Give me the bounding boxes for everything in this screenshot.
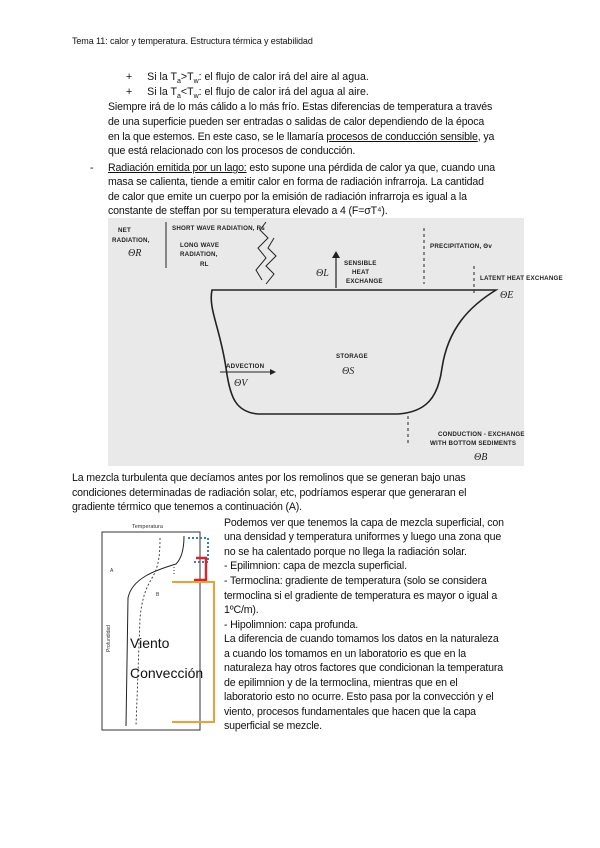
subscript-w: w bbox=[193, 93, 199, 101]
para1-line4: que está relacionado con los procesos de conducción. bbox=[108, 145, 356, 157]
precipitation-label: PRECIPITATION, Θv bbox=[430, 243, 492, 250]
bullet-text: Si la T bbox=[147, 86, 177, 98]
sensible-heat-label-3: EXCHANGE bbox=[346, 278, 383, 285]
advection-label: ADVECTION bbox=[226, 363, 265, 370]
theta-v-symbol: ΘV bbox=[234, 378, 248, 389]
conduction-label-2: WITH BOTTOM SEDIMENTS bbox=[430, 440, 517, 447]
theta-s-symbol: ΘS bbox=[342, 366, 355, 377]
conduction-label-1: CONDUCTION - EXCHANGE bbox=[438, 431, 525, 438]
curve-b-label: B bbox=[156, 592, 160, 598]
net-radiation-label-1: NET bbox=[118, 227, 131, 234]
para2-line4: constante de steffan por su temperatura elevado a 4 (F=σT⁴). bbox=[108, 205, 388, 217]
right-line-7: 1ºC/m). bbox=[224, 604, 259, 616]
right-line-15: superficial se mezcle. bbox=[224, 720, 322, 732]
long-wave-label-2: RADIATION, bbox=[180, 251, 218, 258]
bullet-text-post: : el flujo de calor irá del aire al agua. bbox=[198, 71, 369, 83]
net-radiation-label-2: RADIATION, bbox=[112, 237, 150, 244]
right-line-1: Podemos ver que tenemos la capa de mezcla superficial, con bbox=[224, 517, 504, 529]
para2-line2: masa se calienta, tiende a emitir calor en forma de radiación infrarroja. La cantidad bbox=[108, 176, 484, 188]
lake-heat-budget-diagram bbox=[108, 218, 563, 466]
right-line-5: - Termoclina: gradiente de temperatura (solo se considera bbox=[224, 575, 487, 587]
bullet-text-post: : el flujo de calor irá del agua al aire. bbox=[198, 86, 369, 98]
bullet-marker: + bbox=[126, 71, 133, 83]
right-line-12: de epilimnion y de la termoclina, mientras que en el bbox=[224, 677, 458, 689]
theta-e-symbol: ΘE bbox=[500, 290, 514, 301]
subscript-w: w bbox=[193, 78, 199, 86]
para1-line1: Siempre irá de lo más cálido a lo más frío. Estas diferencias de temperatura a través bbox=[108, 101, 493, 113]
para2-line3: de calor que emite un cuerpo por la emisión de radiación infrarroja es igual a la bbox=[108, 191, 467, 203]
right-line-3: no se ha calentado porque no llega la radiación solar. bbox=[224, 546, 467, 558]
viento-handwritten: Viento bbox=[130, 635, 170, 651]
para1-line3 bbox=[108, 130, 494, 144]
curve-a-label: A bbox=[110, 568, 114, 574]
right-line-9: La diferencia de cuando tomamos los datos en la naturaleza bbox=[224, 633, 499, 645]
conduccion-sensible-term: procesos de conducción sensible bbox=[326, 131, 478, 143]
sensible-heat-label-1: SENSIBLE bbox=[344, 260, 377, 267]
para2-line1-post: esto supone una pérdida de calor ya que, cuando una bbox=[246, 162, 496, 174]
short-wave-label: SHORT WAVE RADIATION, Rs bbox=[172, 225, 265, 232]
right-line-8: - Hipolimnion: capa profunda. bbox=[224, 619, 359, 631]
bullet-op: <T bbox=[180, 86, 194, 98]
para3-line2: condiciones determinadas de radiación solar, etc, podríamos esperar que generaran el bbox=[72, 487, 467, 499]
lake-basin bbox=[211, 290, 496, 414]
para3-line1: La mezcla turbulenta que decíamos antes por los remolinos que se generan bajo unas bbox=[72, 472, 466, 484]
graph-frame bbox=[102, 532, 200, 730]
theta-l-symbol: ΘL bbox=[316, 268, 329, 279]
right-line-13: laboratorio esto no ocurre. Esto pasa por la convección y el bbox=[224, 691, 494, 703]
long-wave-label-1: LONG WAVE bbox=[180, 242, 220, 249]
page-header: Tema 11: calor y temperatura. Estructura térmica y estabilidad bbox=[72, 36, 313, 46]
temperature-axis-label: Temperatura bbox=[132, 524, 163, 530]
para1-line2: de una superficie pueden ser entradas o salidas de calor dependiendo de la época bbox=[108, 116, 485, 128]
right-line-14: viento, procesos fundamentales que hacen que la capa bbox=[224, 706, 476, 718]
subscript-a: a bbox=[176, 93, 181, 101]
thermal-profile-graph bbox=[96, 518, 220, 736]
arrow-head-icon bbox=[332, 251, 340, 258]
bullet-text: Si la T bbox=[147, 71, 177, 83]
para2-line1 bbox=[108, 161, 495, 175]
bullet-marker: + bbox=[126, 86, 133, 98]
sensible-heat-label-2: HEAT bbox=[352, 269, 370, 276]
theta-b-symbol: ΘB bbox=[474, 452, 488, 463]
long-wave-label-3: RL bbox=[200, 261, 209, 268]
para2-marker: - bbox=[90, 162, 94, 174]
latent-heat-label: LATENT HEAT EXCHANGE bbox=[480, 275, 563, 282]
subscript-a: a bbox=[176, 78, 181, 86]
arrow-head-icon bbox=[270, 369, 276, 375]
right-line-4: - Epilimnion: capa de mezcla superficial. bbox=[224, 560, 407, 572]
para1-line3-pre: en la que estemos. En este caso, se le llamaría bbox=[108, 131, 327, 143]
depth-axis-label: Profundidad bbox=[106, 625, 112, 652]
right-line-10: a cuando los tomamos en un laboratorio es que en la bbox=[224, 648, 467, 660]
radiacion-lago-title: Radiación emitida por un lago: bbox=[108, 162, 247, 174]
bullet-op: >T bbox=[180, 71, 194, 83]
para1-line3-post: , ya bbox=[477, 131, 495, 143]
theta-r-symbol: ΘR bbox=[128, 248, 142, 259]
long-wave-arrow bbox=[266, 238, 276, 284]
storage-label: STORAGE bbox=[336, 353, 368, 360]
conveccion-handwritten: Convección bbox=[130, 665, 204, 681]
para3-line3: gradiente térmico que tenemos a continuación (A). bbox=[72, 501, 302, 513]
right-line-6: termoclina si el gradiente de temperatura es mayor o igual a bbox=[224, 590, 498, 602]
right-line-2: una densidad y temperatura uniformes y luego una zona que bbox=[224, 531, 502, 543]
right-line-11: naturaleza hay otros factores que condicionan la temperatura bbox=[224, 662, 503, 674]
